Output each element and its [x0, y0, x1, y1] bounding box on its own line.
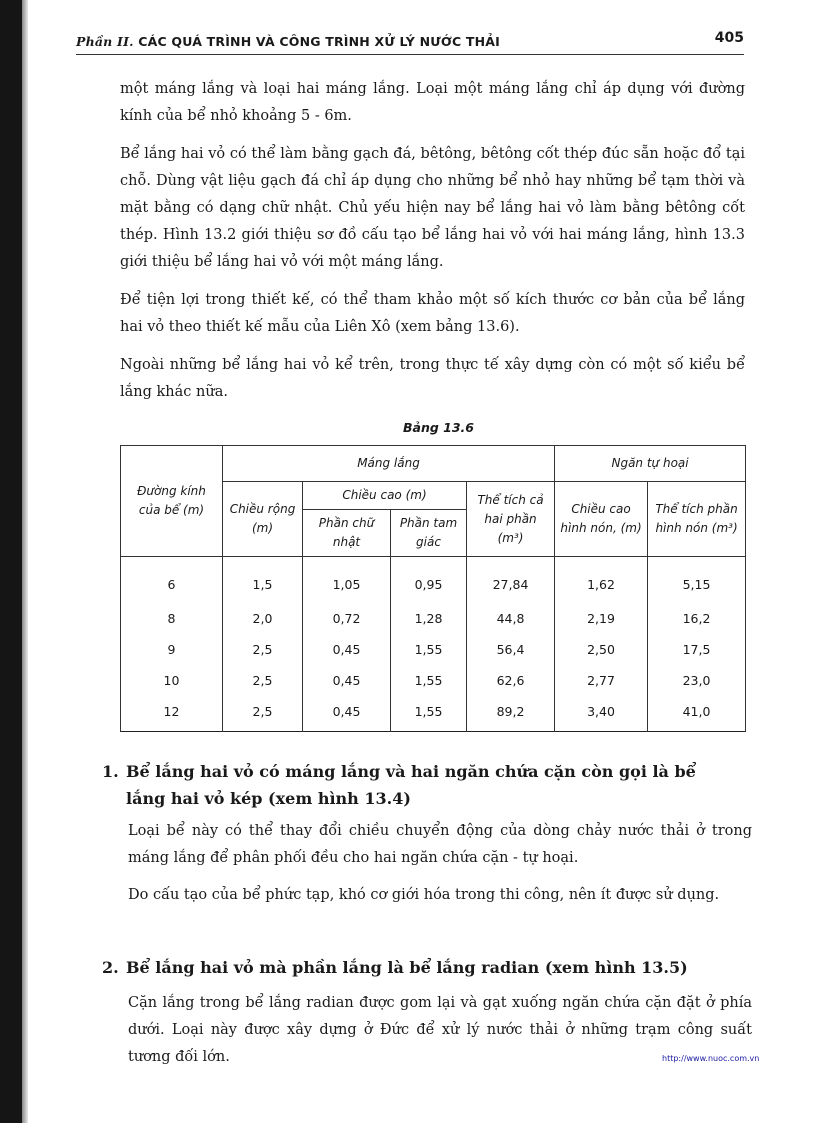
table-cell: 1,5: [223, 557, 303, 604]
table-row: [121, 634, 746, 665]
table-row: [121, 557, 746, 604]
table-row: [121, 603, 746, 634]
section-1-paragraph: Do cấu tạo của bể phức tạp, khó cơ giới hóa trong thi công, nên ít được sử dụng.: [128, 887, 720, 903]
table-cell: 12: [121, 696, 223, 732]
table-cell: 8: [121, 603, 223, 634]
table-cell: 10: [121, 665, 223, 696]
header-height: Chiều cao (m): [303, 482, 467, 510]
header-rect-part: Phần chữ nhật: [303, 510, 391, 557]
paragraph: Bể lắng hai vỏ có thể làm bằng gạch đá, bêtông, bêtông cốt thép đúc sẵn hoặc đổ tại chỗ. Dùng vật liệu gạch đá chỉ áp dụng cho những bể nhỏ hay những bể tạm thời và mặt bằng có dạng chữ nhật. Chủ yếu hiện nay bể lắng hai vỏ làm bằng bêtông cốt thép. Hình 13.2 giới thiệu sơ đồ cấu tạo bể lắng hai vỏ với hai máng lắng, hình 13.3 giới thiệu bể lắng hai vỏ với một máng lắng.: [120, 146, 745, 270]
table-cell: 0,45: [303, 665, 391, 696]
section-1-title-line2: lắng hai vỏ kép (xem hình 13.4): [126, 789, 411, 808]
footer-url: http://www.nuoc.com.vn: [662, 1054, 760, 1063]
section-2-title-text: Bể lắng hai vỏ mà phần lắng là bể lắng radian (xem hình 13.5): [126, 958, 688, 977]
table-cell: 27,84: [467, 557, 555, 604]
table-cell: 1,55: [391, 696, 467, 732]
table-cell: 0,45: [303, 696, 391, 732]
book-spine-shadow: [0, 0, 22, 1123]
main-content: [120, 76, 745, 732]
table-cell: 62,6: [467, 665, 555, 696]
table-cell: 1,05: [303, 557, 391, 604]
table-cell: 0,95: [391, 557, 467, 604]
table-cell: 9: [121, 634, 223, 665]
table-cell: 56,4: [467, 634, 555, 665]
table-cell: 2,19: [555, 603, 648, 634]
table-cell: 2,77: [555, 665, 648, 696]
table-cell: 1,28: [391, 603, 467, 634]
dimensions-table: [120, 445, 746, 732]
table-cell: 2,50: [555, 634, 648, 665]
part-label: Phần II.: [76, 34, 134, 49]
header-tri-part: Phần tam giác: [391, 510, 467, 557]
table-cell: 1,55: [391, 665, 467, 696]
table-cell: 2,5: [223, 696, 303, 732]
table-row: [121, 665, 746, 696]
header-volume-both: Thể tích cả hai phần (m³): [467, 482, 555, 557]
table-cell: 23,0: [648, 665, 746, 696]
header-diameter: Đường kính của bể (m): [121, 446, 223, 557]
paragraph: Để tiện lợi trong thiết kế, có thể tham khảo một số kích thước cơ bản của bể lắng hai vỏ theo thiết kế mẫu của Liên Xô (xem bảng 13.6).: [120, 292, 745, 335]
header-group-digestion-chamber: Ngăn tự hoại: [555, 446, 746, 482]
header-cone-height: Chiều cao hình nón, (m): [555, 482, 648, 557]
table-cell: 2,5: [223, 665, 303, 696]
section-1-number: 1.: [102, 762, 119, 781]
book-spine-edge: [22, 0, 28, 1123]
section-2-title: [102, 954, 752, 981]
table-cell: 0,72: [303, 603, 391, 634]
table-cell: 1,62: [555, 557, 648, 604]
table-cell: 44,8: [467, 603, 555, 634]
page-number: 405: [714, 30, 744, 46]
section-1-title: [102, 758, 752, 812]
running-header: [76, 30, 744, 55]
section-1-title-line1: Bể lắng hai vỏ có máng lắng và hai ngăn chứa cặn còn gọi là bể: [126, 762, 696, 781]
section-1-paragraph: Loại bể này có thể thay đổi chiều chuyển động của dòng chảy nước thải ở trong máng lắng để phân phối đều cho hai ngăn chứa cặn - tự hoại.: [128, 823, 752, 866]
table-cell: 6: [121, 557, 223, 604]
section-2-paragraph: Cặn lắng trong bể lắng radian được gom lại và gạt xuống ngăn chứa cặn đặt ở phía dưới. Loại này được xây dựng ở Đức để xử lý nước thải ở những trạm công suất tương đối lớn.: [128, 995, 752, 1065]
table-cell: 1,55: [391, 634, 467, 665]
table-cell: 5,15: [648, 557, 746, 604]
table-caption: Bảng 13.6: [402, 420, 474, 435]
table-row: [121, 696, 746, 732]
running-head-title: [76, 34, 500, 49]
chapter-title: CÁC QUÁ TRÌNH VÀ CÔNG TRÌNH XỬ LÝ NƯỚC THẢI: [138, 34, 501, 49]
table-cell: 0,45: [303, 634, 391, 665]
table-cell: 2,5: [223, 634, 303, 665]
header-group-settling-trough: Máng lắng: [223, 446, 555, 482]
table-cell: 16,2: [648, 603, 746, 634]
table-cell: 17,5: [648, 634, 746, 665]
header-width: Chiều rộng (m): [223, 482, 303, 557]
header-cone-volume: Thể tích phần hình nón (m³): [648, 482, 746, 557]
paragraph: một máng lắng và loại hai máng lắng. Loại một máng lắng chỉ áp dụng với đường kính của bể nhỏ khoảng 5 - 6m.: [120, 81, 745, 124]
table-cell: 41,0: [648, 696, 746, 732]
table-cell: 89,2: [467, 696, 555, 732]
section-2-number: 2.: [102, 958, 119, 977]
table-cell: 2,0: [223, 603, 303, 634]
paragraph: Ngoài những bể lắng hai vỏ kể trên, trong thực tế xây dựng còn có một số kiểu bể lắng khác nữa.: [120, 357, 745, 400]
table-cell: 3,40: [555, 696, 648, 732]
